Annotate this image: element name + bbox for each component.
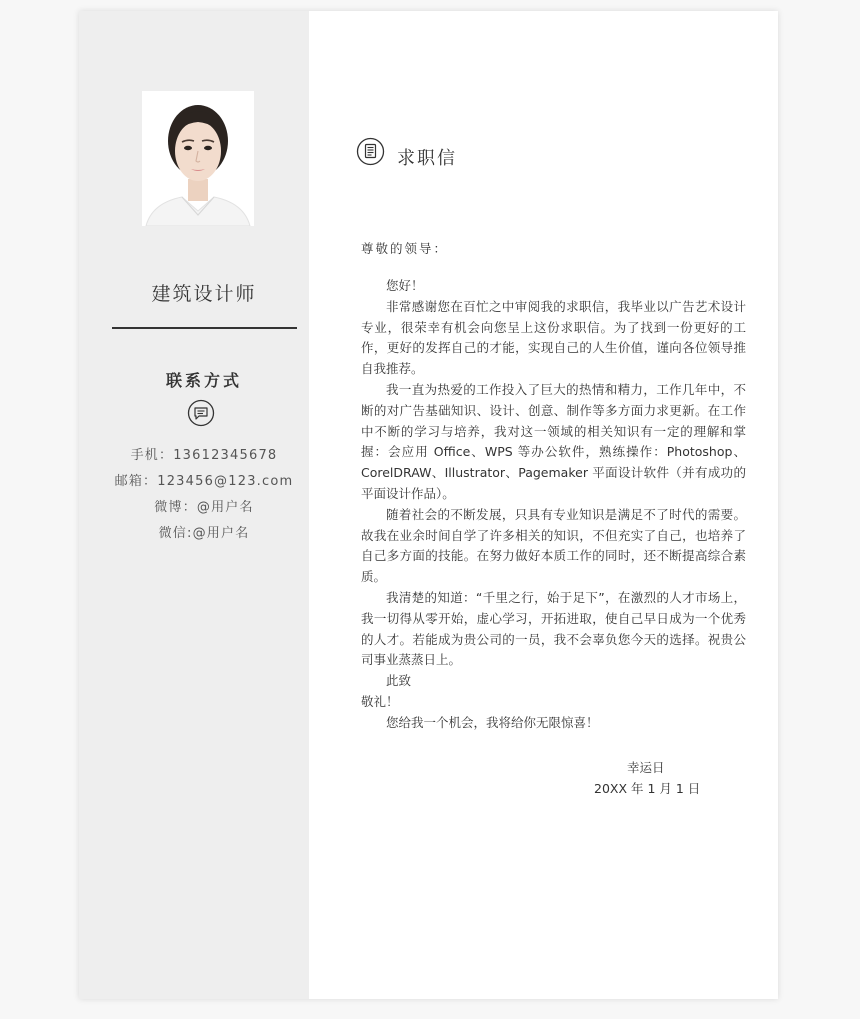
- contact-weibo: 微博：@用户名: [154, 500, 254, 515]
- letter-date: 20XX 年 1 月 1 日: [594, 781, 701, 796]
- letter-heading: 求职信: [397, 148, 457, 169]
- portrait-image: [142, 91, 254, 226]
- letter-salutation: 尊敬的领导：: [361, 241, 449, 256]
- letter-paragraph: 非常感谢您在百忙之中审阅我的求职信，我毕业以广告艺术设计专业，很荣幸有机会向您呈上这份求职信。为了找到一份更好的工作，更好的发挥自己的才能，实现自己的人生价值，谨向各位领导推自我推荐。: [361, 298, 746, 377]
- contact-heading: 联系方式: [165, 371, 242, 390]
- letter-closing-1: 此致: [386, 673, 412, 689]
- document-icon: [356, 137, 385, 166]
- contact-phone-label: 手机: [130, 448, 159, 463]
- contact-weibo-label: 微博: [154, 500, 183, 515]
- letter-closing-2: 敬礼！: [361, 693, 399, 709]
- chat-bubble-icon: [187, 399, 215, 427]
- job-title: 建筑设计师: [151, 283, 257, 305]
- title-divider: [112, 327, 297, 329]
- contact-wechat-label: 微信: [158, 526, 187, 541]
- contact-wechat: 微信:@用户名: [158, 526, 250, 541]
- contact-email: 邮箱：123456@123.com: [114, 474, 294, 489]
- letter-signer: 幸运日: [627, 760, 665, 775]
- contact-weibo-value: @用户名: [196, 500, 254, 515]
- portrait-photo: [142, 91, 254, 226]
- letter-paragraph: 我一直为热爱的工作投入了巨大的热情和精力，工作几年中，不断的对广告基础知识、设计、创意、制作等多方面力求更新。在工作中不断的学习与培养，我对这一领域的相关知识有一定的理解和掌握：会应用 Office、WPS 等办公软件，熟练操作：Photoshop、CorelDRAW、Illustrator、Pagemaker 平面设计软件（并有成功的平面设计作品）。: [361, 381, 746, 501]
- resume-page: [79, 11, 778, 999]
- letter-paragraph: 我清楚的知道：“千里之行，始于足下”，在激烈的人才市场上，我一切得从零开始，虚心学习，开拓进取，使自己早日成为一个优秀的人才。若能成为贵公司的一员，我不会辜负您今天的选择。祝贵公司事业蒸蒸日上。: [361, 589, 746, 668]
- sidebar: [79, 11, 309, 999]
- letter-section: [309, 11, 778, 999]
- contact-phone-value: 13612345678: [173, 448, 278, 463]
- letter-paragraph: 随着社会的不断发展，只具有专业知识是满足不了时代的需要。故我在业余时间自学了许多相关的知识，不但充实了自己，也培养了自己多方面的技能。在努力做好本质工作的同时，还不断提高综合素质。: [361, 506, 746, 585]
- letter-postscript: 您给我一个机会，我将给你无限惊喜！: [386, 714, 599, 730]
- letter-body: [361, 276, 746, 734]
- contact-email-value: 123456@123.com: [157, 474, 294, 489]
- contact-email-label: 邮箱: [114, 474, 144, 489]
- contact-wechat-value: @用户名: [192, 526, 250, 541]
- letter-greeting: 您好！: [386, 278, 424, 293]
- contact-phone: 手机：13612345678: [130, 448, 278, 463]
